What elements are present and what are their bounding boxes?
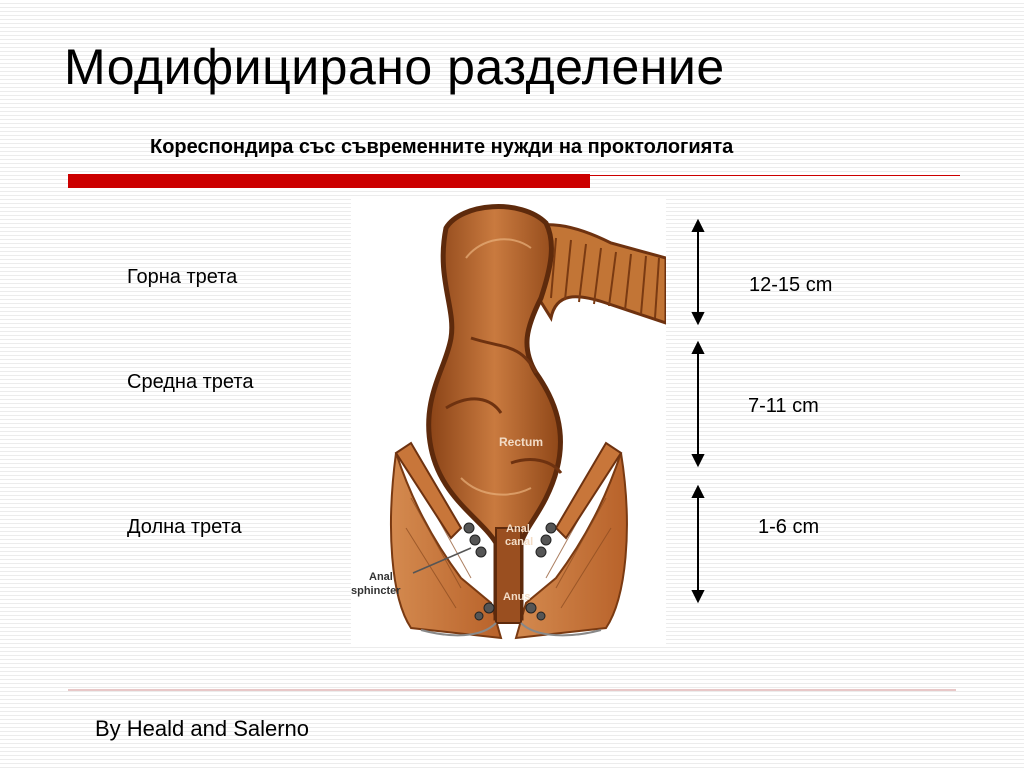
middle-third-length: 7-11 cm <box>748 395 819 417</box>
rectum-anatomy-illustration <box>351 198 666 644</box>
upper-third-label: Горна трета <box>127 266 238 288</box>
divider-red-bar <box>68 174 590 188</box>
lower-third-length: 1-6 cm <box>758 516 820 538</box>
slide-title: Модифицирано разделение <box>64 39 725 95</box>
anal-sphincter-text-2: sphincter <box>351 585 401 597</box>
anus-text: Anus <box>503 591 531 603</box>
upper-arrow-head-bottom <box>693 313 703 323</box>
anal-canal-text-1: Anal <box>506 523 530 535</box>
anal-canal-text-2: canal <box>505 536 534 548</box>
divider-thin-line <box>590 175 960 176</box>
footer-divider <box>68 689 956 691</box>
anal-sphincter-text-1: Anal <box>369 571 393 583</box>
title-divider <box>68 174 960 188</box>
lower-arrow-head-bottom <box>693 591 703 601</box>
middle-arrow-head-bottom <box>693 455 703 465</box>
slide-subtitle: Кореспондира със съвременните нужди на проктологията <box>150 136 734 158</box>
upper-arrow-head-top <box>693 221 703 231</box>
upper-third-length: 12-15 cm <box>749 274 833 296</box>
credit-text: By Heald and Salerno <box>95 716 310 741</box>
lower-arrow-head-top <box>693 487 703 497</box>
rectum-text: Rectum <box>499 435 544 449</box>
middle-arrow-head-top <box>693 343 703 353</box>
length-arrows <box>680 215 720 615</box>
middle-third-label: Средна трета <box>127 371 254 393</box>
lower-third-label: Долна трета <box>127 516 242 538</box>
